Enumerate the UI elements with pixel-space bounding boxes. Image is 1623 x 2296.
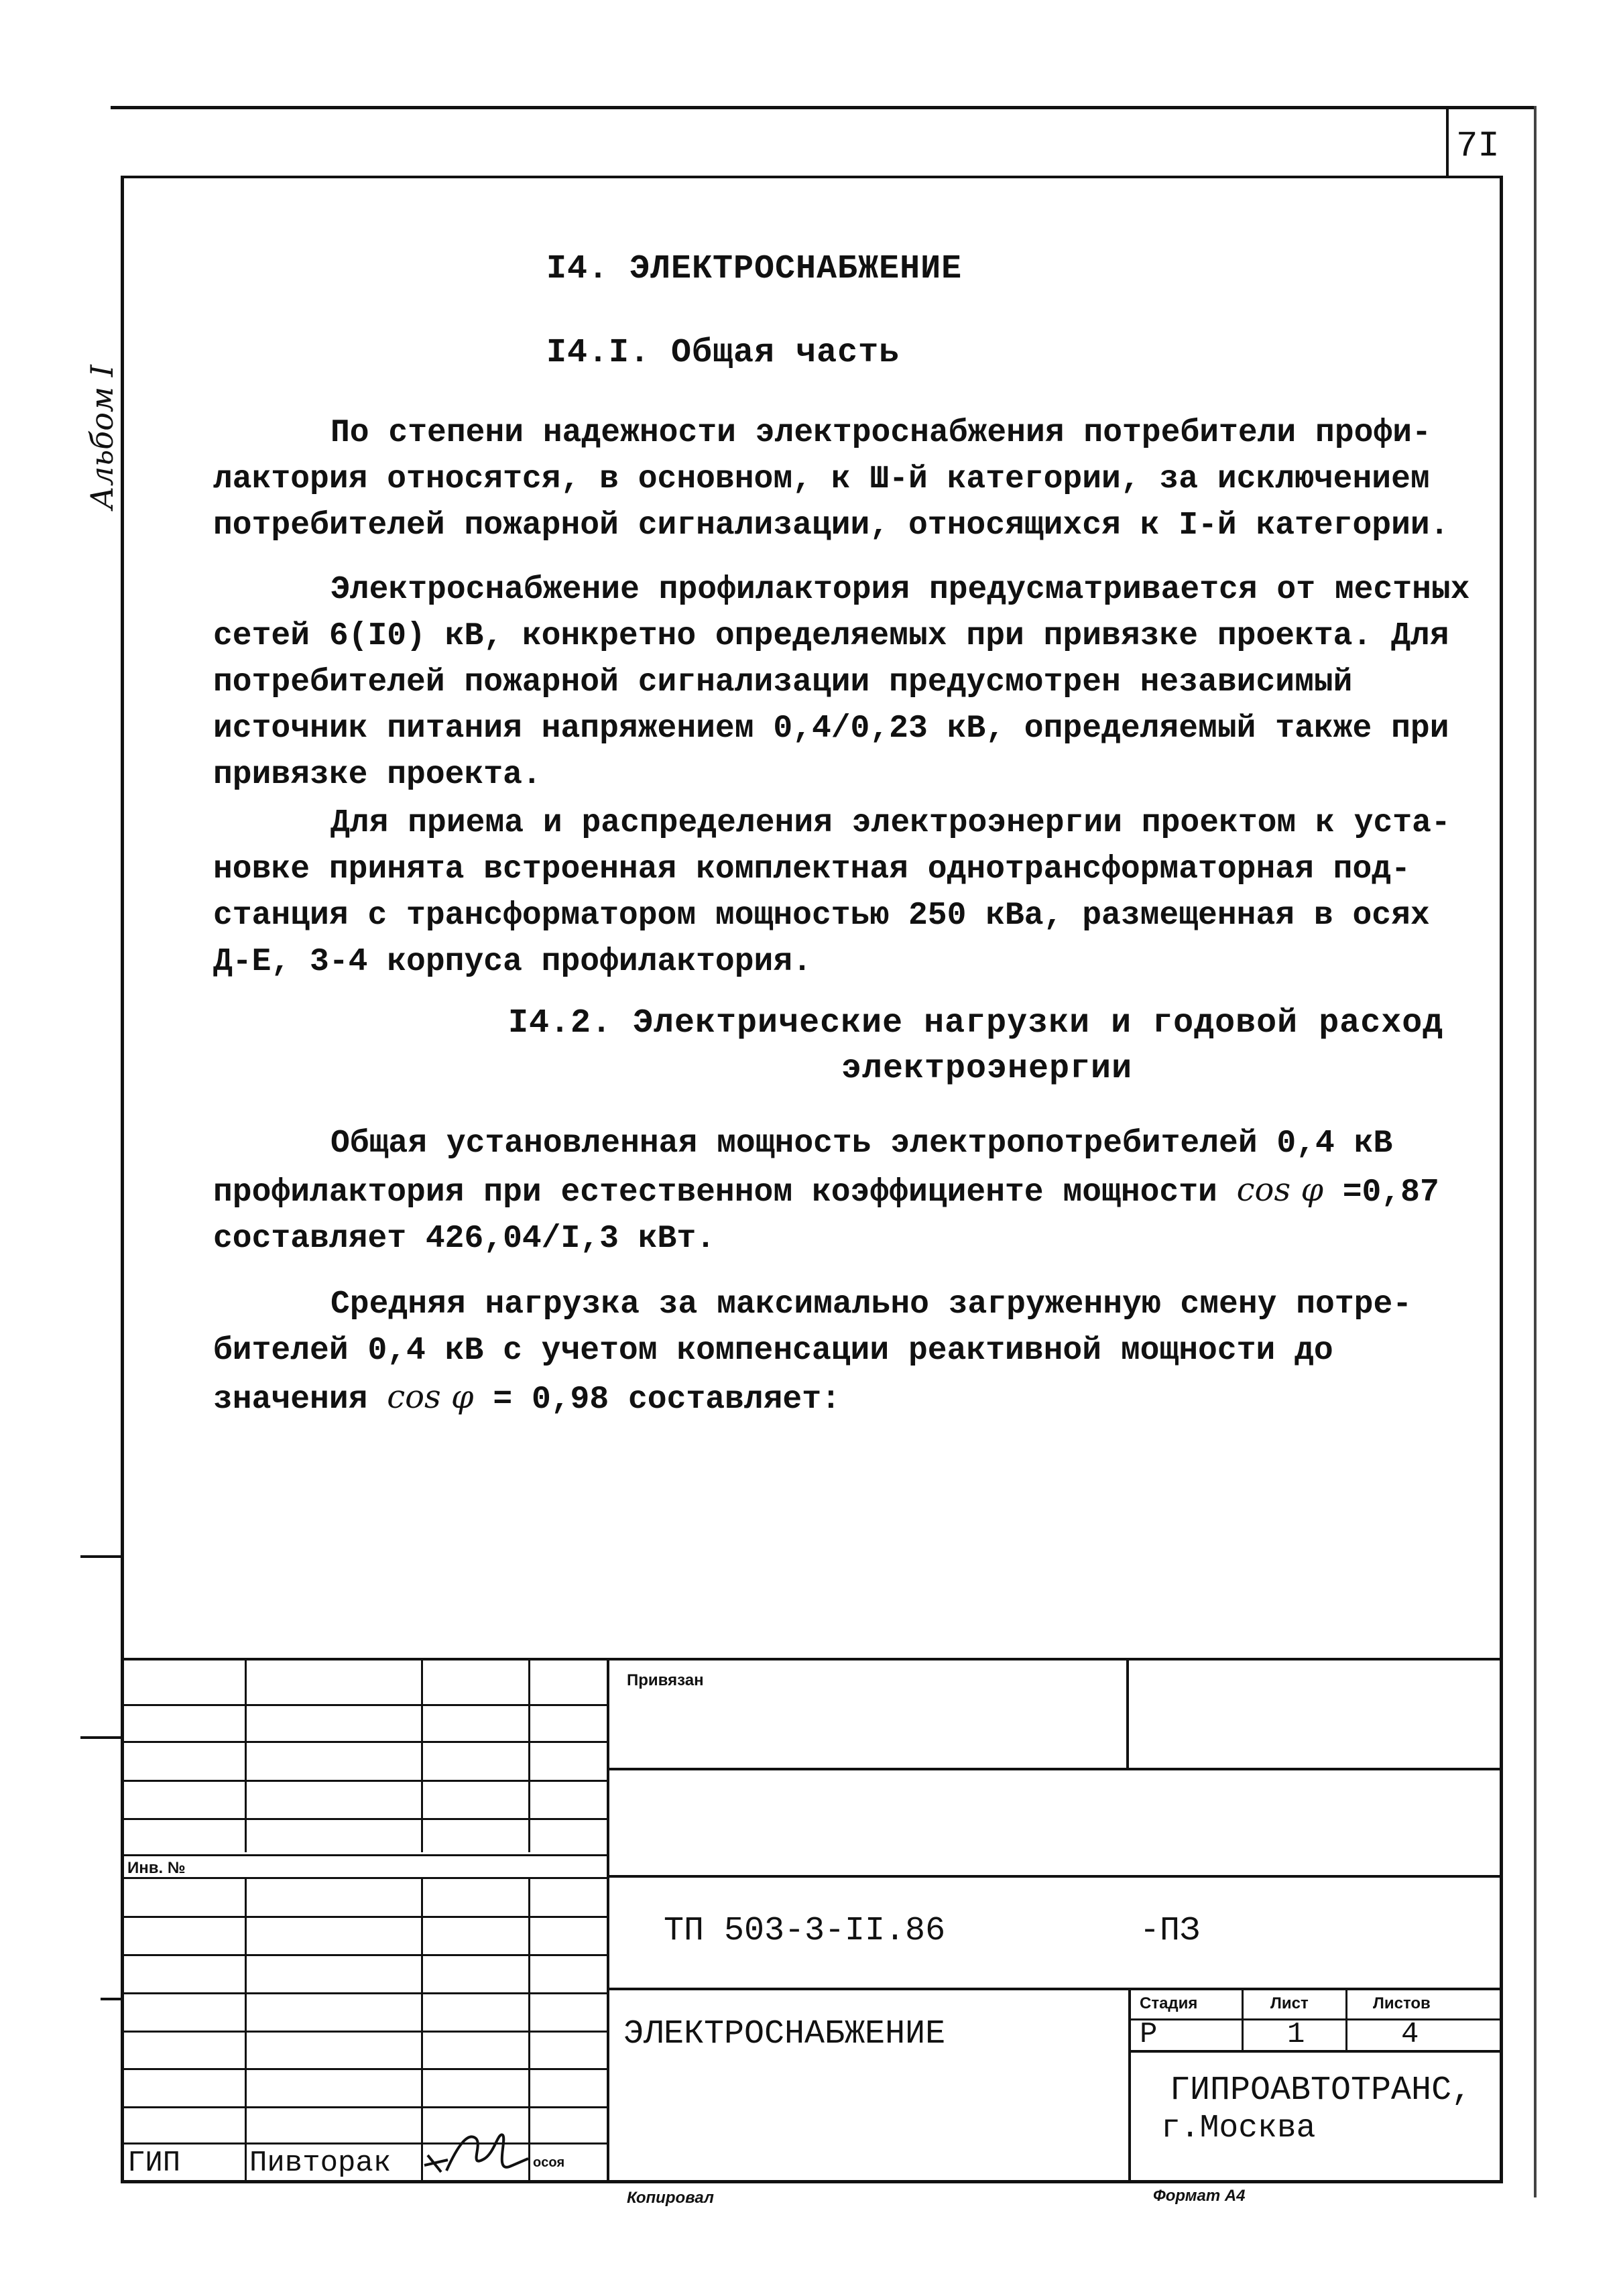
stamp-privyazan-bottom [607,1768,1503,1770]
stamp-left-row [121,2031,609,2033]
privyazan-label: Привязан [627,1671,704,1689]
para5-line-2: бителей 0,4 кВ с учетом компенсации реактивной мощности до [213,1333,1333,1369]
stamp-stage-values-bottom [1128,2050,1503,2053]
organization-name: ГИПРОАВТОТРАНС, [1170,2071,1472,2110]
stamp-left-col [245,1877,247,2182]
sheets-header: Листов [1373,1994,1431,2012]
frame-right [1500,176,1503,2183]
footer-format-label: Формат А4 [1153,2187,1246,2205]
para3-line-2: новке принята встроенная комплектная однотрансформаторная под- [213,851,1410,888]
subsection-general-title: I4.I. Общая часть [546,334,900,372]
stamp-left-row [121,1704,609,1706]
stamp-left-row [121,1954,609,1956]
stamp-stage-col [1345,1988,1347,2051]
stamp-left-row [121,1780,609,1782]
side-tick-1 [80,1555,122,1558]
document-code: ТП 503-3-II.86 [664,1912,946,1950]
side-tick-2 [80,1736,122,1739]
organization-city: г.Москва [1161,2110,1316,2147]
stamp-privyazan-divider [1126,1658,1129,1769]
stamp-name-divider [1128,1988,1131,2183]
paragraph-supply [213,567,1469,798]
para4-line-3: составляет 426,04/I,3 кВт. [213,1221,715,1257]
para5-line-1: Средняя нагрузка за максимально загруженную смену потре- [330,1286,1412,1323]
stage-value: Р [1140,2018,1158,2051]
stamp-left-col [421,1658,423,1852]
stamp-left-col [528,1658,530,1852]
inv-number-label: Инв. № [127,1859,186,1877]
stamp-code-top [607,1875,1503,1878]
subsection-loads-title-1: I4.2. Электрические нагрузки и годовой расход [508,1004,1444,1042]
para2-line-5: привязке проекта. [213,757,542,793]
para2-line-2: сетей 6(I0) кВ, конкретно определяемых при привязке проекта. Для [213,618,1449,654]
document-name: ЭЛЕКТРОСНАБЖЕНИЕ [623,2015,946,2053]
frame-top [121,176,1502,178]
stamp-code-bottom [607,1988,1503,1990]
section-title: I4. ЭЛЕКТРОСНАБЖЕНИЕ [546,250,963,288]
footer-copied-label: Копировал [627,2189,714,2207]
para1-line-2: лактория относятся, в основном, к Ш-й категории, за исключением [213,461,1430,497]
para3-line-4: Д-Е, 3-4 корпуса профилактория. [213,944,812,980]
frame-left [121,176,124,2183]
role-gip: ГИП [127,2147,181,2180]
stamp-left-row [121,1818,609,1820]
stamp-left-row [121,1877,609,1879]
para4-line-2: профилактория при естественном коэффициенте мощности cos φ =0,87 [213,1171,1439,1211]
stamp-top [121,1658,1503,1660]
paragraph-average-load [213,1282,1412,1423]
para1-line-1: По степени надежности электроснабжения потребители профи- [330,415,1431,451]
para5-line-3: значения cos φ = 0,98 составляет: [213,1378,841,1418]
top-rule [111,106,1535,109]
stamp-left-row [121,2106,609,2108]
sheets-value: 4 [1401,2018,1419,2051]
name-gip: Пивторак [249,2147,392,2180]
cos-phi-symbol: cos φ [387,1378,474,1416]
paragraph-reliability [213,410,1449,549]
cos-phi-symbol: cos φ [1236,1171,1323,1209]
para3-line-1: Для приема и распределения электроэнергии проектом к уста- [330,805,1451,841]
stamp-left-row [121,2142,609,2144]
para2-line-1: Электроснабжение профилактория предусматривается от местных [330,572,1470,608]
stamp-main-divider [607,1658,609,2183]
stamp-left-row [121,2068,609,2070]
stamp-left-row [121,1741,609,1743]
stamp-left-row [121,1916,609,1918]
para2-line-4: источник питания напряжением 0,4/0,23 кВ, определяемый также при [213,711,1449,747]
stamp-left-row [121,1992,609,1994]
document-code-suffix: -ПЗ [1140,1912,1201,1950]
date-gip: ocoя [533,2155,565,2170]
para4-line-1: Общая установленная мощность электропотребителей 0,4 кВ [330,1126,1393,1162]
signature-gip [421,2118,535,2182]
paragraph-installed-power [213,1121,1439,1262]
sheet-header: Лист [1270,1994,1309,2012]
stamp-stage-col [1242,1988,1244,2051]
stamp-left-col [245,1658,247,1852]
side-tick-3 [101,1998,122,2000]
stamp-stage-header-bottom [1128,2018,1503,2020]
subsection-loads-title-2: электроэнергии [841,1050,1133,1088]
stamp-left-row [121,1854,609,1856]
page-number: 7I [1456,126,1500,167]
para2-line-3: потребителей пожарной сигнализации предусмотрен независимый [213,664,1353,701]
para3-line-3: станция с трансформатором мощностью 250 кВа, размещенная в осях [213,898,1430,934]
side-album-label: Альбом I [84,365,120,509]
sheet-value: 1 [1287,2018,1305,2051]
paragraph-substation [213,800,1451,985]
para1-line-3: потребителей пожарной сигнализации, относящихся к I-й категории. [213,507,1449,544]
outer-right-rule [1534,106,1537,2197]
page-number-box-left [1446,106,1449,178]
frame-bottom [121,2180,1502,2183]
stage-header: Стадия [1140,1994,1198,2012]
